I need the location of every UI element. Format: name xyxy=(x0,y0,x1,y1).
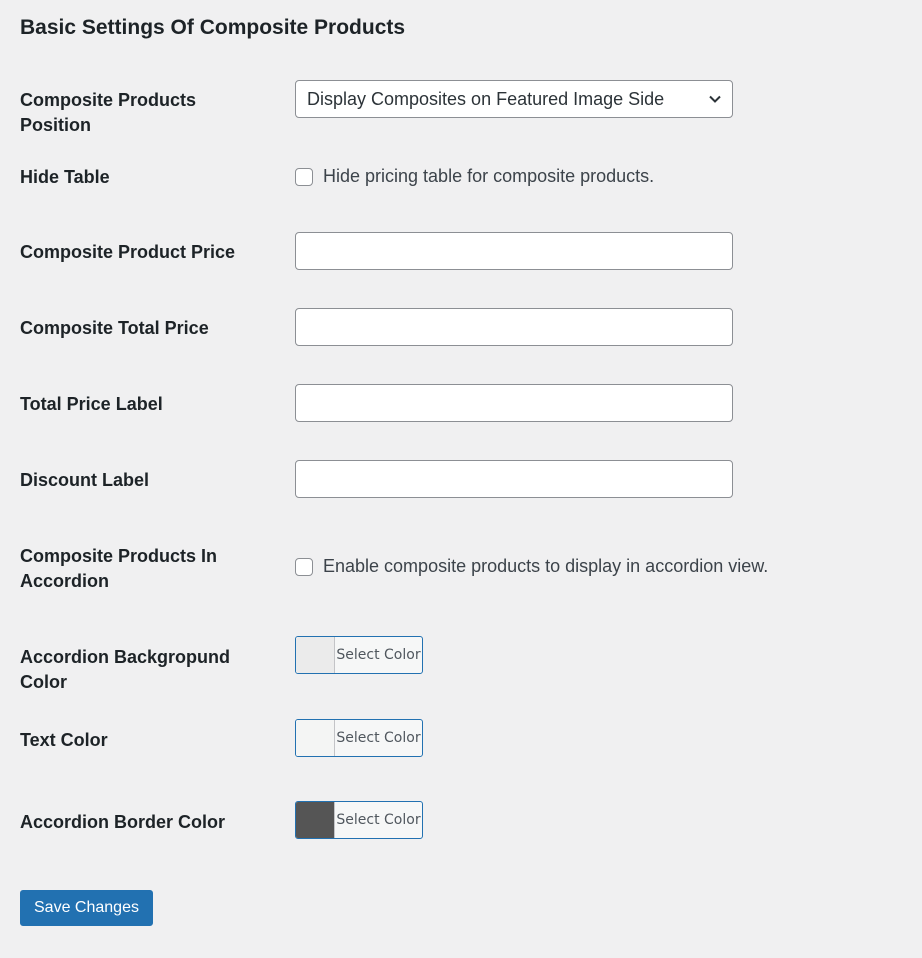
accordion-bg-color-button[interactable] xyxy=(295,636,423,674)
total-price-label-field xyxy=(295,384,733,422)
accordion-border-color-label: Accordion Border Color xyxy=(20,812,226,832)
accordion-checkbox[interactable] xyxy=(295,558,313,576)
accordion-bg-color-field xyxy=(295,636,423,674)
accordion-bg-color-label: Accordion Backgropund Color xyxy=(20,647,231,692)
page-title: Basic Settings Of Composite Products xyxy=(20,16,406,39)
position-label: Composite Products Position xyxy=(20,90,197,135)
accordion-border-color-text: Select Color xyxy=(336,812,421,828)
hide-table-field xyxy=(295,166,654,187)
total-price-label-input[interactable] xyxy=(295,384,733,422)
discount-label-input[interactable] xyxy=(295,460,733,498)
chevron-down-icon xyxy=(708,92,722,106)
hide-table-checkbox[interactable] xyxy=(295,168,313,186)
hide-table-label: Hide Table xyxy=(20,167,110,187)
position-select-value: Display Composites on Featured Image Side xyxy=(307,89,665,109)
accordion-label: Composite Products In Accordion xyxy=(20,546,218,591)
save-changes-button[interactable]: Save Changes xyxy=(20,890,153,926)
product-price-label: Composite Product Price xyxy=(20,242,236,262)
accordion-bg-color-swatch xyxy=(296,637,335,673)
accordion-border-color-field xyxy=(295,801,423,839)
text-color-button[interactable] xyxy=(295,719,423,757)
accordion-border-color-button[interactable] xyxy=(295,801,423,839)
total-price-label: Composite Total Price xyxy=(20,318,209,338)
text-color-label: Text Color xyxy=(20,730,108,750)
text-color-swatch xyxy=(296,720,335,756)
total-price-field xyxy=(295,308,733,346)
position-field xyxy=(295,80,733,118)
product-price-input[interactable] xyxy=(295,232,733,270)
accordion-field xyxy=(295,556,768,577)
accordion-checkbox-text: Enable composite products to display in accordion view. xyxy=(323,556,769,576)
product-price-field xyxy=(295,232,733,270)
text-color-text: Select Color xyxy=(336,730,421,746)
total-price-input[interactable] xyxy=(295,308,733,346)
position-select[interactable] xyxy=(295,80,733,118)
total-price-label-label: Total Price Label xyxy=(20,394,163,414)
text-color-field xyxy=(295,719,423,757)
accordion-bg-color-text: Select Color xyxy=(336,647,421,663)
accordion-option[interactable] xyxy=(295,556,768,577)
accordion-border-color-swatch xyxy=(296,802,335,838)
discount-label-label: Discount Label xyxy=(20,470,150,490)
hide-table-option[interactable] xyxy=(295,166,654,187)
discount-label-field xyxy=(295,460,733,498)
hide-table-checkbox-text: Hide pricing table for composite products. xyxy=(323,166,655,186)
